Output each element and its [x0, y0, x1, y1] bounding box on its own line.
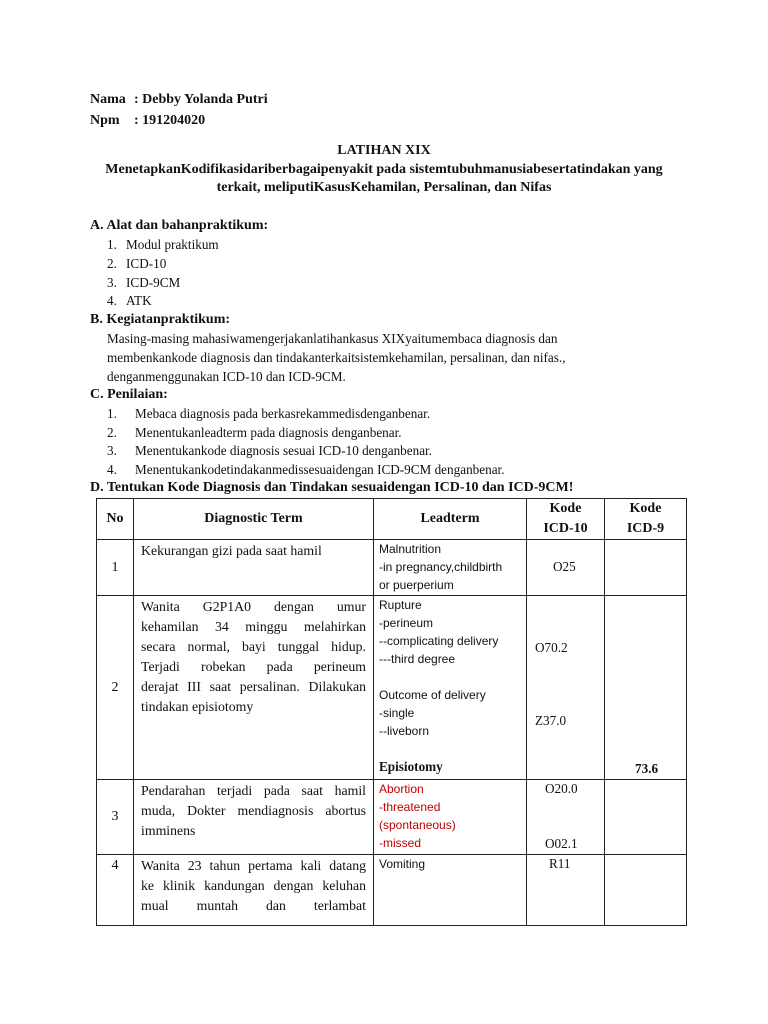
diagnostic-line: Wanita G2P1A0 dengan umur: [141, 599, 366, 614]
table-row: [97, 855, 687, 926]
diagnostic-line: tindakan episiotomy: [141, 699, 254, 714]
leadterm-line: -in pregnancy,childbirth: [379, 560, 503, 574]
list-item-number: 3.: [107, 275, 117, 290]
subtitle-line-2: terkait, meliputiKasusKehamilan, Persalinan, dan Nifas: [216, 180, 552, 195]
icd10-code: O70.2: [535, 640, 568, 655]
leadterm-cell: [374, 596, 527, 780]
leadterm-line: Malnutrition: [379, 542, 442, 556]
subtitle-line-1: MenetapkanKodifikasidariberbagaipenyakit pada sistemtubuhmanusiabesertatindakan yang: [105, 162, 663, 177]
list-item-number: 4.: [107, 462, 117, 477]
leadterm-line: ---third degree: [379, 652, 456, 666]
row-number: 4: [97, 855, 134, 926]
section-d-heading: D. Tentukan Kode Diagnosis dan Tindakan sesuaidengan ICD-10 dan ICD-9CM!: [90, 480, 574, 495]
list-item-number: 2.: [107, 425, 117, 440]
diagnostic-term-cell: [134, 780, 374, 855]
diagnostic-line: muda, Dokter mendiagnosis abortus: [141, 803, 366, 818]
diagnostic-line: Kekurangan gizi pada saat hamil: [141, 543, 322, 558]
leadterm-line: Outcome of delivery: [379, 688, 486, 702]
list-item: Menentukanleadterm pada diagnosis denganbenar.: [135, 425, 402, 440]
leadterm-line: -perineum: [379, 616, 434, 630]
icd10-code: O02.1: [545, 836, 578, 851]
list-item: ICD-9CM: [126, 275, 181, 290]
row-number: 3: [97, 780, 134, 855]
table-row: [97, 780, 687, 855]
table-row: [97, 540, 687, 596]
icd9-cell: [605, 596, 687, 780]
leadterm-line: or puerperium: [379, 578, 454, 592]
diagnostic-line: ke klinik kandungan dengan keluhan: [141, 878, 366, 893]
list-item: Menentukankode diagnosis sesuai ICD-10 denganbenar.: [135, 443, 433, 458]
icd10-code: O20.0: [545, 781, 578, 796]
leadterm-cell: [374, 855, 527, 926]
coding-table: [96, 498, 687, 926]
header-icd9: [605, 499, 687, 540]
leadterm-line: (spontaneous): [379, 818, 456, 832]
diagnostic-line: mual muntah dan terlambat: [141, 898, 366, 913]
section-a-heading: A. Alat dan bahanpraktikum:: [90, 218, 269, 233]
leadterm-line: --liveborn: [379, 724, 430, 738]
leadterm-line: Rupture: [379, 598, 422, 612]
header-icd10: [527, 499, 605, 540]
table-header-row: [97, 499, 687, 540]
header-icd9-line2: ICD-9: [626, 521, 665, 536]
list-item: Mebaca diagnosis pada berkasrekammedisdenganbenar.: [135, 406, 431, 421]
icd10-cell: [527, 540, 605, 596]
icd10-code: Z37.0: [535, 713, 567, 728]
leadterm-line: --complicating delivery: [379, 634, 499, 648]
header-icd9-line1: Kode: [629, 501, 662, 516]
list-item: Menentukankodetindakanmedissesuaidengan ICD-9CM denganbenar.: [135, 462, 505, 477]
diagnostic-line: Wanita 23 tahun pertama kali datang: [141, 858, 366, 873]
icd10-cell: [527, 780, 605, 855]
icd10-code: O25: [553, 559, 576, 574]
icd10-code: R11: [549, 856, 571, 871]
icd9-cell: [605, 780, 687, 855]
leadterm-line: Vomiting: [379, 857, 426, 871]
diagnostic-line: imminens: [141, 823, 196, 838]
icd9-code: 73.6: [635, 761, 659, 776]
section-b-heading: B. Kegiatanpraktikum:: [90, 312, 231, 327]
diagnostic-line: secara normal, bayi tunggal hidup.: [141, 639, 366, 654]
name-label: Nama: [90, 92, 126, 107]
leadterm-line: -missed: [379, 836, 422, 850]
leadterm-line: [379, 740, 522, 758]
icd9-cell: [605, 855, 687, 926]
icd9-cell: [605, 540, 687, 596]
header-icd10-line2: ICD-10: [543, 521, 588, 536]
header-no: No: [97, 499, 134, 540]
header-icd10-line1: Kode: [549, 501, 582, 516]
header-leadterm: Leadterm: [374, 499, 527, 540]
name-value: : Debby Yolanda Putri: [134, 92, 268, 107]
diagnostic-term-cell: [134, 596, 374, 780]
paragraph-line: membenkankode diagnosis dan tindakanterkaitsistemkehamilan, persalinan, dan nifas.,: [107, 350, 566, 365]
leadterm-line: [379, 668, 522, 686]
diagnostic-line: derajat III saat persalinan. Dilakukan: [141, 679, 366, 694]
row-number: 1: [97, 540, 134, 596]
header-diagnostic-term: Diagnostic Term: [134, 499, 374, 540]
leadterm-cell: [374, 540, 527, 596]
icd10-cell: [527, 596, 605, 780]
npm-label: Npm: [90, 113, 120, 128]
leadterm-line-procedure: Episiotomy: [379, 759, 443, 774]
leadterm-line: -single: [379, 706, 415, 720]
npm-value: : 191204020: [134, 113, 206, 128]
list-item: ICD-10: [126, 256, 167, 271]
list-item-number: 1.: [107, 237, 117, 252]
list-item: Modul praktikum: [126, 237, 219, 252]
diagnostic-term-cell: [134, 540, 374, 596]
diagnostic-line: Pendarahan terjadi pada saat hamil: [141, 783, 366, 798]
diagnostic-term-cell: [134, 855, 374, 926]
list-item-number: 2.: [107, 256, 117, 271]
leadterm-cell: [374, 780, 527, 855]
page-title: LATIHAN XIX: [337, 143, 431, 158]
diagnostic-line: kehamilan 34 minggu melahirkan: [141, 619, 366, 634]
section-c-heading: C. Penilaian:: [90, 387, 168, 402]
leadterm-line: Abortion: [379, 782, 424, 796]
icd10-cell: [527, 855, 605, 926]
leadterm-line: -threatened: [379, 800, 441, 814]
diagnostic-line: Terjadi robekan pada perineum: [141, 659, 366, 674]
list-item-number: 3.: [107, 443, 117, 458]
table-row: [97, 596, 687, 780]
list-item-number: 1.: [107, 406, 117, 421]
paragraph-line: Masing-masing mahasiwamengerjakanlatihankasus XIXyaitumembaca diagnosis dan: [107, 331, 558, 346]
paragraph-line: denganmenggunakan ICD-10 dan ICD-9CM.: [107, 369, 346, 384]
row-number: 2: [97, 596, 134, 780]
list-item-number: 4.: [107, 293, 117, 308]
list-item: ATK: [126, 293, 152, 308]
